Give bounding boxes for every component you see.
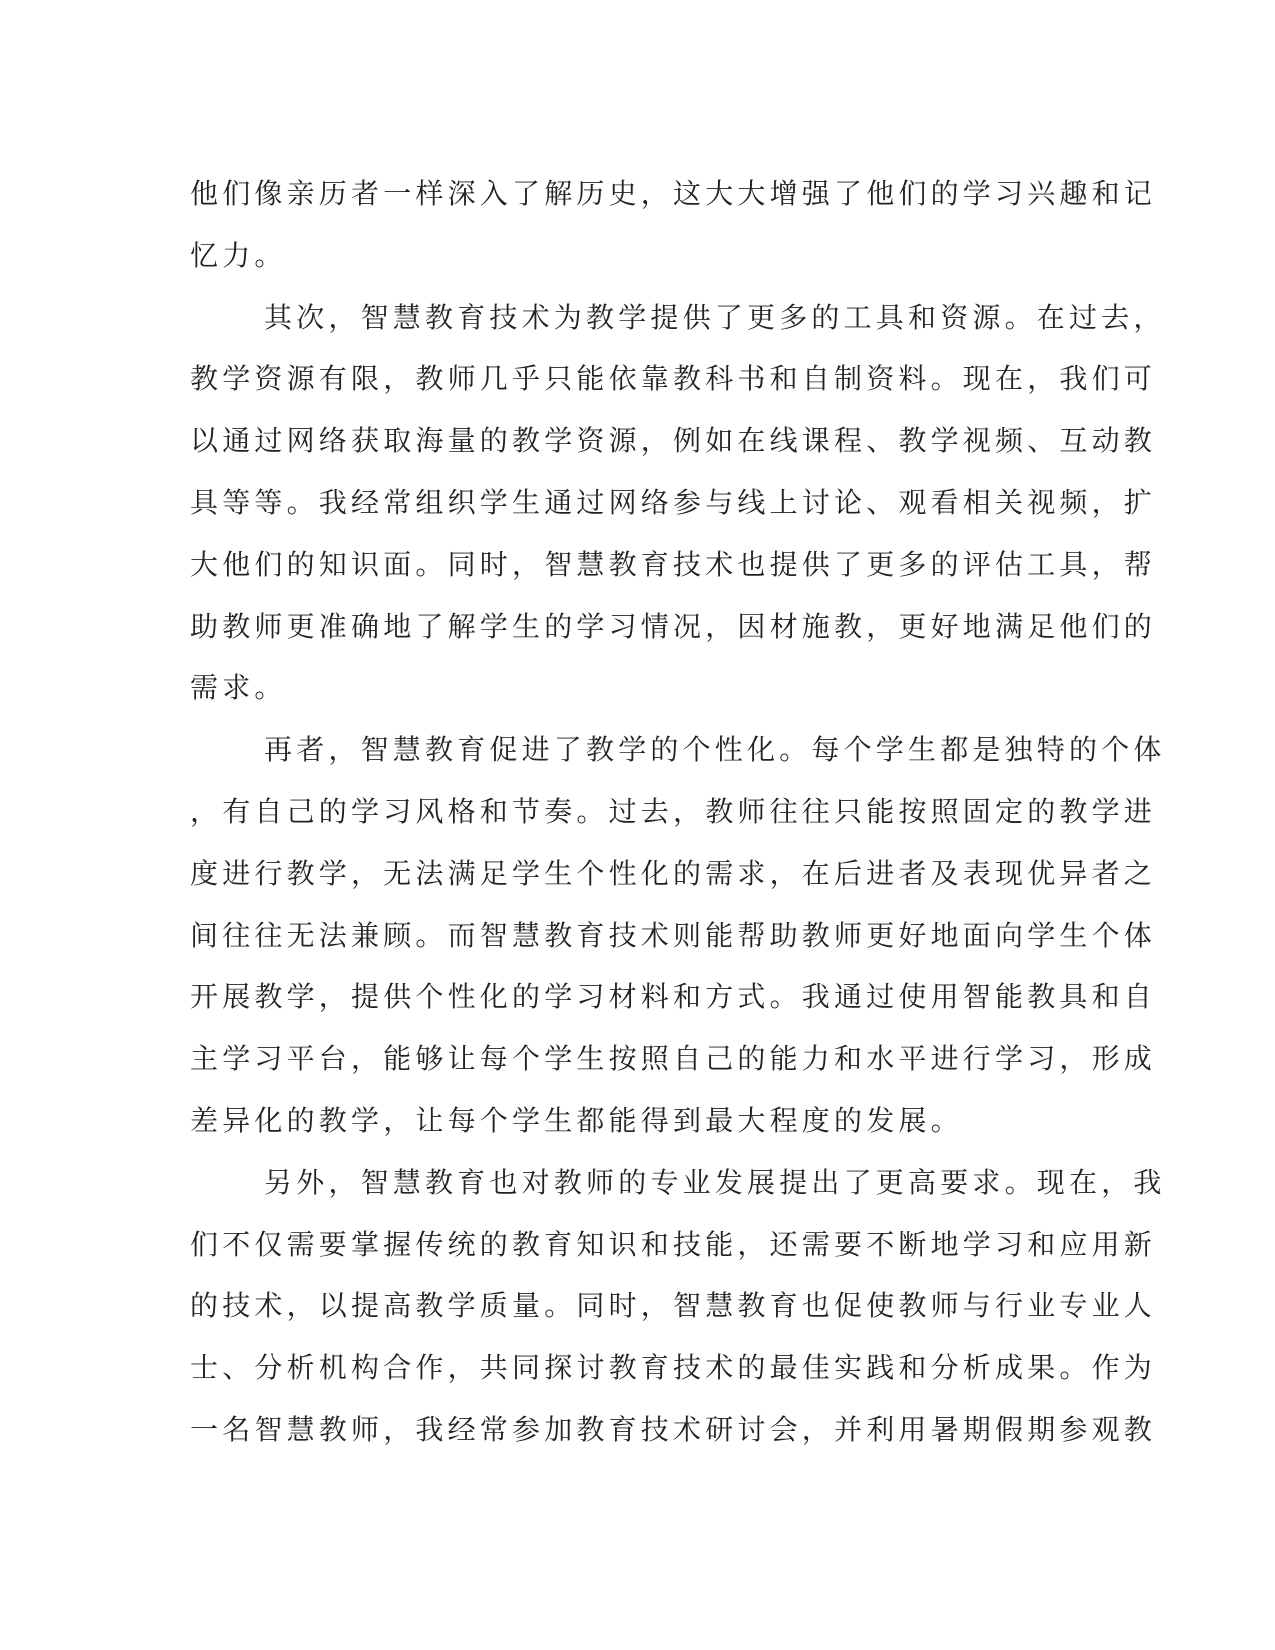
text-line: 开展教学，提供个性化的学习材料和方式。我通过使用智能教具和自 (190, 980, 1157, 1014)
text-line: 忆力。 (190, 238, 287, 272)
document-body (190, 163, 1166, 1461)
paragraph-2 (190, 287, 1166, 720)
text-line: 具等等。我经常组织学生通过网络参与线上讨论、观看相关视频，扩 (190, 485, 1157, 519)
text-line: 以通过网络获取海量的教学资源，例如在线课程、教学视频、互动教 (190, 424, 1157, 458)
text-line: 间往往无法兼顾。而智慧教育技术则能帮助教师更好地面向学生个体 (190, 918, 1157, 952)
paragraph-3 (190, 719, 1166, 1152)
text-line: 再者，智慧教育促进了教学的个性化。每个学生都是独特的个体 (264, 733, 1166, 767)
text-line: 其次，智慧教育技术为教学提供了更多的工具和资源。在过去， (264, 300, 1166, 334)
paragraph-1 (190, 163, 1157, 287)
text-line: 一名智慧教师，我经常参加教育技术研讨会，并利用暑期假期参观教 (190, 1412, 1157, 1446)
text-line: 士、分析机构合作，共同探讨教育技术的最佳实践和分析成果。作为 (190, 1351, 1157, 1385)
text-line: 主学习平台，能够让每个学生按照自己的能力和水平进行学习，形成 (190, 1042, 1157, 1076)
text-line: 的技术，以提高教学质量。同时，智慧教育也促使教师与行业专业人 (190, 1289, 1157, 1323)
text-line: ，有自己的学习风格和节奏。过去，教师往往只能按照固定的教学进 (190, 794, 1157, 828)
text-line: 另外，智慧教育也对教师的专业发展提出了更高要求。现在，我 (264, 1165, 1166, 1199)
text-line: 度进行教学，无法满足学生个性化的需求，在后进者及表现优异者之 (190, 856, 1157, 890)
text-line: 差异化的教学，让每个学生都能得到最大程度的发展。 (190, 1103, 963, 1137)
text-line: 助教师更准确地了解学生的学习情况，因材施教，更好地满足他们的 (190, 609, 1157, 643)
text-line: 教学资源有限，教师几乎只能依靠教科书和自制资料。现在，我们可 (190, 362, 1157, 396)
text-line: 们不仅需要掌握传统的教育知识和技能，还需要不断地学习和应用新 (190, 1227, 1157, 1261)
text-line: 他们像亲历者一样深入了解历史，这大大增强了他们的学习兴趣和记 (190, 177, 1157, 210)
text-line: 大他们的知识面。同时，智慧教育技术也提供了更多的评估工具，帮 (190, 547, 1157, 581)
text-line: 需求。 (190, 671, 287, 705)
paragraph-4 (190, 1152, 1166, 1461)
